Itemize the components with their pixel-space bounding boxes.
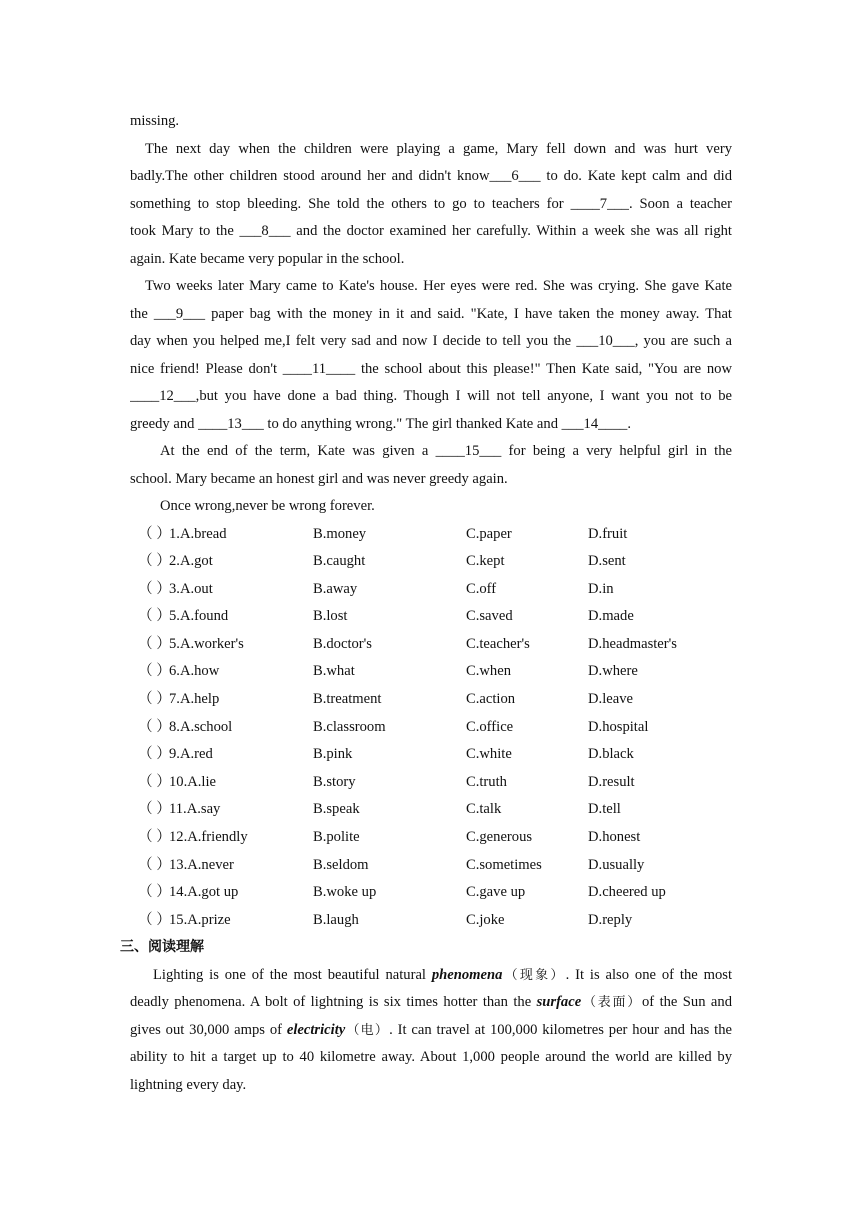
option-c: C.generous <box>466 829 533 846</box>
reading-text: of the Sun and <box>642 994 732 1011</box>
option-d: D.fruit <box>588 525 628 542</box>
keyword: surface <box>536 994 582 1011</box>
passage-line: took Mary to the ___8___ and the doctor examined her carefully. Within a week she was all right <box>130 223 732 239</box>
question-row <box>130 879 732 907</box>
option-a: 8.A.school <box>169 718 233 735</box>
option-c: C.gave up <box>466 884 526 901</box>
question-row <box>130 658 732 686</box>
question-row <box>130 714 732 742</box>
option-d: D.result <box>588 773 635 790</box>
option-d: D.leave <box>588 691 633 708</box>
option-a: 13.A.never <box>169 856 234 873</box>
option-c: C.office <box>466 718 514 735</box>
option-d: D.cheered up <box>588 884 666 901</box>
option-c: C.saved <box>466 608 513 625</box>
answer-blank[interactable]: （ ） <box>138 525 171 542</box>
option-c: C.when <box>466 663 511 680</box>
question-row <box>130 548 732 576</box>
option-b: B.speak <box>313 801 360 818</box>
reading-line <box>130 1017 732 1045</box>
passage-line: nice friend! Please don't ____11____ the school about this please!" Then Kate said, "You are now <box>130 360 732 377</box>
answer-blank[interactable]: （ ） <box>138 608 171 625</box>
answer-blank[interactable]: （ ） <box>138 663 171 680</box>
question-row <box>130 796 732 824</box>
question-row <box>130 852 732 880</box>
option-c: C.joke <box>466 911 505 928</box>
option-c: C.white <box>466 746 512 763</box>
option-a: 6.A.how <box>169 663 220 680</box>
option-d: D.in <box>588 580 614 597</box>
answer-blank[interactable]: （ ） <box>138 580 171 597</box>
question-list <box>130 521 732 935</box>
option-a: 2.A.got <box>169 553 213 570</box>
answer-blank[interactable]: （ ） <box>138 746 171 763</box>
option-b: B.caught <box>313 553 366 570</box>
answer-blank[interactable]: （ ） <box>138 856 171 873</box>
option-b: B.money <box>313 525 367 542</box>
question-row <box>130 741 732 769</box>
answer-blank[interactable]: （ ） <box>138 829 171 846</box>
keyword: phenomena <box>431 966 503 983</box>
passage-line: ____12___,but you have done a bad thing. Though I will not tell anyone, I want you not to be <box>130 388 732 404</box>
option-b: B.away <box>313 580 358 597</box>
option-c: C.paper <box>466 525 512 542</box>
option-d: D.black <box>588 746 634 763</box>
passage-line: day when you helped me,I felt very sad and now I decide to tell you the ___10___, you are such a <box>130 333 732 349</box>
option-c: C.action <box>466 691 516 708</box>
passage-line: missing. <box>130 113 180 129</box>
question-row <box>130 907 732 935</box>
question-row <box>130 576 732 604</box>
gloss: （电） <box>345 1022 390 1038</box>
option-d: D.hospital <box>588 718 649 735</box>
reading-line: ability to hit a target up to 40 kilometre away. About 1,000 people around the world are killed by <box>130 1049 732 1066</box>
option-a: 10.A.lie <box>169 773 217 790</box>
reading-text: Lighting is one of the most beautiful natural <box>153 966 432 983</box>
question-row <box>130 631 732 659</box>
option-d: D.sent <box>588 553 626 570</box>
option-b: B.pink <box>313 746 353 763</box>
passage-line: greedy and ____13___ to do anything wrong." The girl thanked Kate and ___14____. <box>130 415 631 432</box>
question-row <box>130 769 732 797</box>
answer-blank[interactable]: （ ） <box>138 911 171 928</box>
reading-line: lightning every day. <box>130 1076 247 1093</box>
reading-line <box>130 962 732 990</box>
passage-line: Two weeks later Mary came to Kate's house. Her eyes were red. She was crying. She gave Kate <box>145 278 732 294</box>
option-c: C.kept <box>466 553 505 570</box>
reading-text: . It can travel at 100,000 kilometres per hour and has the <box>389 1021 732 1038</box>
option-b: B.laugh <box>313 911 359 928</box>
passage-line: badly.The other children stood around her and didn't know___6___ to do. Kate kept calm and did <box>130 168 732 184</box>
passage-line: something to stop bleeding. She told the others to go to teachers for ____7___. Soon a teacher <box>130 195 732 212</box>
reading-text: gives out 30,000 amps of <box>130 1021 287 1038</box>
option-a: 3.A.out <box>169 580 213 597</box>
option-d: D.made <box>588 608 634 625</box>
option-c: C.truth <box>466 773 507 790</box>
option-d: D.usually <box>588 856 645 873</box>
reading-line <box>130 989 732 1017</box>
option-d: D.headmaster's <box>588 635 677 652</box>
passage-moral: Once wrong,never be wrong forever. <box>160 498 375 514</box>
answer-blank[interactable]: （ ） <box>138 718 171 735</box>
option-b: B.polite <box>313 829 360 846</box>
answer-blank[interactable]: （ ） <box>138 635 171 652</box>
document-content <box>120 108 732 1099</box>
passage-line: school. Mary became an honest girl and was never greedy again. <box>130 470 508 487</box>
option-a: 5.A.worker's <box>169 635 244 652</box>
gloss: （现象） <box>502 967 566 983</box>
question-row <box>130 521 732 549</box>
option-b: B.seldom <box>313 856 369 873</box>
option-a: 15.A.prize <box>169 911 231 928</box>
passage-line: again. Kate became very popular in the school. <box>130 250 405 267</box>
passage-line: At the end of the term, Kate was given a ____15___ for being a very helpful girl in the <box>160 443 732 459</box>
option-c: C.talk <box>466 801 502 818</box>
reading-text: . It is also one of the most <box>565 966 732 983</box>
answer-blank[interactable]: （ ） <box>138 691 171 708</box>
option-a: 9.A.red <box>169 746 213 763</box>
answer-blank[interactable]: （ ） <box>138 801 171 818</box>
answer-blank[interactable]: （ ） <box>138 553 171 570</box>
gloss: （表面） <box>581 995 642 1011</box>
option-a: 12.A.friendly <box>169 829 248 846</box>
option-b: B.treatment <box>313 691 382 708</box>
passage-line: the ___9___ paper bag with the money in it and said. "Kate, I have taken the money away. That <box>130 305 732 322</box>
option-d: D.where <box>588 663 638 680</box>
option-b: B.story <box>313 773 356 790</box>
option-d: D.tell <box>588 801 621 818</box>
question-row <box>130 686 732 714</box>
option-b: B.lost <box>313 608 348 625</box>
option-b: B.doctor's <box>313 635 372 652</box>
option-b: B.classroom <box>313 718 386 735</box>
option-d: D.honest <box>588 829 641 846</box>
reading-text: deadly phenomena. A bolt of lightning is six times hotter than the <box>130 994 537 1011</box>
keyword: electricity <box>286 1021 346 1038</box>
passage-line: The next day when the children were playing a game, Mary fell down and was hurt very <box>145 140 732 157</box>
option-c: C.sometimes <box>466 856 542 873</box>
option-a: 7.A.help <box>169 691 220 708</box>
option-b: B.what <box>313 663 355 680</box>
option-a: 1.A.bread <box>169 525 227 542</box>
option-c: C.off <box>466 580 497 597</box>
section-heading: 三、阅读理解 <box>120 939 204 956</box>
question-row <box>130 603 732 631</box>
option-d: D.reply <box>588 911 633 928</box>
option-a: 11.A.say <box>169 801 221 818</box>
answer-blank[interactable]: （ ） <box>138 884 171 901</box>
question-row <box>130 824 732 852</box>
answer-blank[interactable]: （ ） <box>138 773 171 790</box>
option-b: B.woke up <box>313 884 377 901</box>
option-a: 5.A.found <box>169 608 229 625</box>
option-a: 14.A.got up <box>169 884 239 901</box>
option-c: C.teacher's <box>466 635 530 652</box>
